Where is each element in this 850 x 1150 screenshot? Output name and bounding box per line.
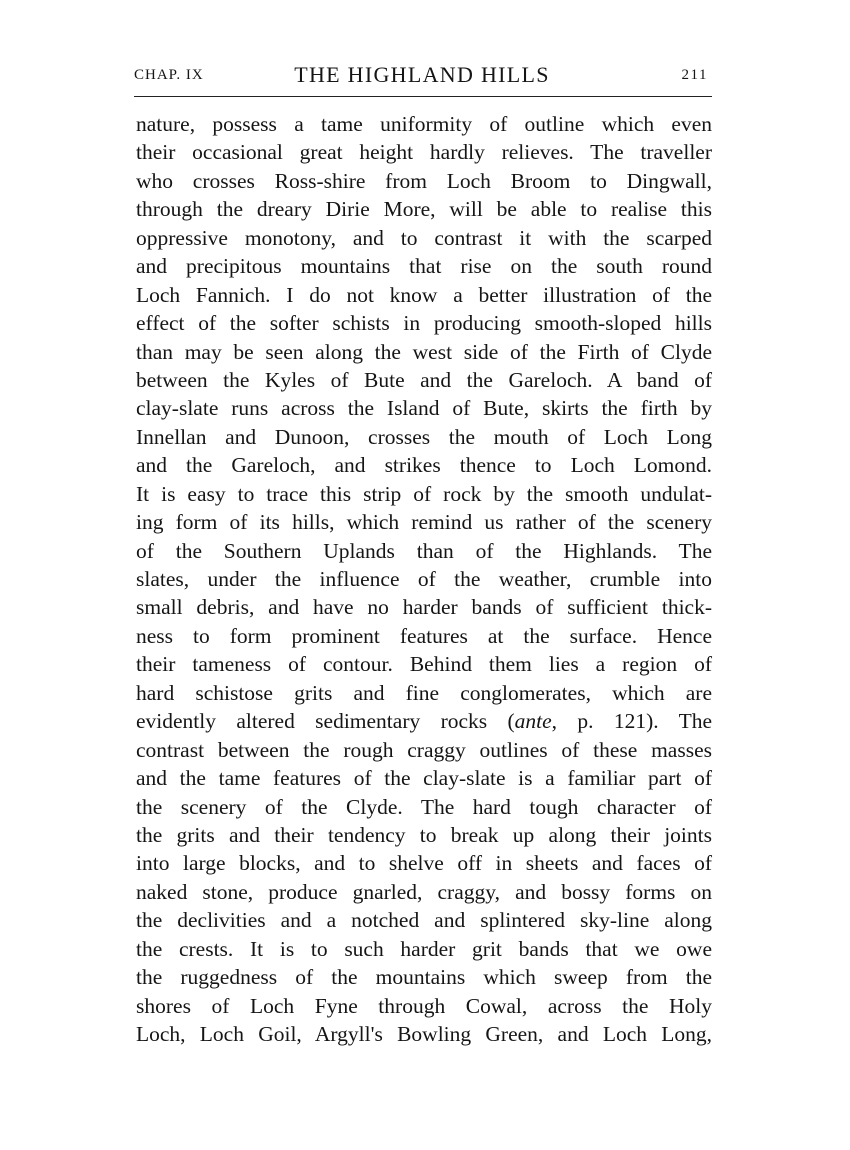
text-run: evidently altered sedimentary rocks ( [136, 709, 515, 734]
text-line: ing form of its hills, which remind us rather of the scenery [136, 510, 712, 535]
text-line: of the Southern Uplands than of the Highlands. The [136, 538, 712, 563]
text-line: effect of the softer schists in producing smooth-sloped hills [136, 311, 712, 336]
text-line: Loch, Loch Goil, Argyll's Bowling Green, and Loch Long, [136, 1022, 712, 1046]
text-line: ness to form prominent features at the surface. Hence [136, 623, 712, 648]
text-line: oppressive monotony, and to contrast it with the scarped [136, 225, 712, 250]
text-line: the scenery of the Clyde. The hard tough character of [136, 794, 712, 819]
text-line: their occasional great height hardly relieves. The traveller [136, 140, 712, 165]
text-line: slates, under the influence of the weather, crumble into [136, 567, 712, 591]
header-rule [134, 96, 712, 97]
text-line: naked stone, produce gnarled, craggy, and bossy forms on [136, 879, 712, 904]
text-line: between the Kyles of Bute and the Gareloch. A band of [136, 367, 712, 392]
page-number: 211 [681, 67, 708, 83]
body-text [136, 110, 712, 1048]
text-line: Loch Fannich. I do not know a better illustration of the [136, 282, 712, 307]
italic-citation: ante [514, 709, 552, 734]
text-line: shores of Loch Fyne through Cowal, across the Holy [136, 993, 712, 1018]
text-line: into large blocks, and to shelve off in sheets and faces of [136, 851, 712, 876]
text-line: the declivities and a notched and splintered sky-line along [136, 908, 712, 933]
text-line: the crests. It is to such harder grit bands that we owe [136, 936, 712, 961]
text-line: and precipitous mountains that rise on the south round [136, 254, 712, 279]
text-line: small debris, and have no harder bands of sufficient thick- [136, 595, 712, 620]
running-header [134, 62, 710, 90]
text-line: and the Gareloch, and strikes thence to Loch Lomond. [136, 453, 712, 478]
text-line: through the dreary Dirie More, will be able to realise this [136, 197, 712, 222]
text-line: clay-slate runs across the Island of Bute, skirts the firth by [136, 396, 712, 421]
text-line: Innellan and Dunoon, crosses the mouth of Loch Long [136, 424, 712, 449]
text-line: than may be seen along the west side of the Firth of Clyde [136, 339, 712, 364]
text-line: nature, possess a tame uniformity of outline which even [136, 112, 712, 136]
text-line: the ruggedness of the mountains which sweep from the [136, 965, 712, 990]
text-line [136, 707, 712, 735]
text-line: the grits and their tendency to break up along their joints [136, 822, 712, 847]
text-line: hard schistose grits and fine conglomerates, which are [136, 680, 712, 705]
text-line: It is easy to trace this strip of rock by the smooth undulat- [136, 481, 712, 506]
text-line: and the tame features of the clay-slate is a familiar part of [136, 766, 712, 791]
chapter-label: CHAP. IX [134, 67, 204, 83]
running-title: THE HIGHLAND HILLS [294, 62, 550, 87]
text-line: contrast between the rough craggy outlines of these masses [136, 737, 712, 762]
text-line: who crosses Ross-shire from Loch Broom to Dingwall, [136, 168, 712, 193]
text-line: their tameness of contour. Behind them lies a region of [136, 652, 712, 677]
text-run: , p. 121). The [551, 709, 712, 734]
